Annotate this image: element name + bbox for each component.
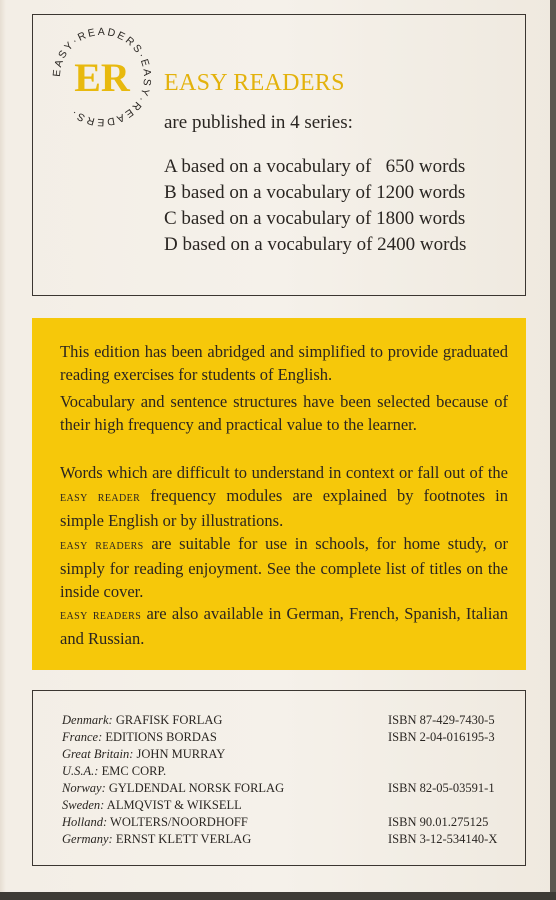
p3-text-end: frequency modules are explained by footnotes in simple English or by illustrations. bbox=[60, 486, 509, 530]
publisher-country: Norway: bbox=[62, 781, 106, 795]
publisher-name: ALMQVIST & WIKSELL bbox=[106, 798, 242, 812]
publisher-isbn: ISBN 3-12-534140-X bbox=[388, 832, 498, 846]
publisher-row bbox=[62, 814, 506, 831]
series-list bbox=[164, 154, 466, 258]
publisher-name: JOHN MURRAY bbox=[136, 747, 226, 761]
p5-text: are also available in German, French, Spanish, Italian and Russian. bbox=[60, 604, 508, 648]
logo-ring-text: EASY·READERS·EASY·READERS· bbox=[50, 25, 154, 129]
description-panel bbox=[32, 318, 526, 670]
description-paragraph-3 bbox=[60, 461, 508, 532]
publisher-isbn: ISBN 2-04-016195-3 bbox=[388, 730, 495, 744]
publisher-row bbox=[62, 712, 506, 729]
publisher-name: GRAFISK FORLAG bbox=[115, 713, 223, 727]
series-intro: are published in 4 series: bbox=[164, 112, 353, 133]
series-item: A based on a vocabulary of 650 words bbox=[164, 156, 466, 177]
publisher-country: Sweden: bbox=[62, 798, 105, 812]
publisher-row bbox=[62, 780, 506, 797]
description-paragraph-1: This edition has been abridged and simplified to provide graduated reading exercises for students of English. bbox=[60, 342, 508, 384]
p4-series-name: easy readers bbox=[60, 537, 144, 553]
publisher-country: Holland: bbox=[62, 815, 108, 829]
brand-title: EASY READERS bbox=[164, 70, 345, 96]
publisher-name: ERNST KLETT VERLAG bbox=[115, 832, 252, 846]
description-paragraph-5 bbox=[60, 602, 508, 650]
p3-text-start: Words which are difficult to understand in context or fall out of the bbox=[60, 463, 508, 482]
publisher-row bbox=[62, 729, 506, 746]
publisher-isbn: ISBN 87-429-7430-5 bbox=[388, 713, 495, 727]
publisher-country: France: bbox=[62, 730, 103, 744]
publisher-isbn: ISBN 82-05-03591-1 bbox=[388, 781, 495, 795]
series-item: D based on a vocabulary of 2400 words bbox=[164, 234, 467, 255]
series-item: C based on a vocabulary of 1800 words bbox=[164, 208, 466, 229]
publisher-row bbox=[62, 746, 506, 763]
description-paragraph-2: Vocabulary and sentence structures have been selected because of their high frequency and practical value to the learner. bbox=[60, 392, 508, 434]
publisher-row bbox=[62, 797, 506, 814]
p5-series-name: easy readers bbox=[60, 607, 142, 623]
publisher-row bbox=[62, 831, 506, 848]
publisher-country: Great Britain: bbox=[62, 747, 134, 761]
description-paragraph-4 bbox=[60, 532, 508, 603]
publisher-country: U.S.A.: bbox=[62, 764, 99, 778]
logo-monogram: ER bbox=[74, 54, 130, 100]
page-bottom-shadow bbox=[0, 892, 556, 900]
publisher-isbn: ISBN 90.01.275125 bbox=[388, 815, 489, 829]
publisher-name: WOLTERS/NOORDHOFF bbox=[110, 815, 248, 829]
publisher-country: Germany: bbox=[62, 832, 113, 846]
p4-text: are suitable for use in schools, for home study, or simply for reading enjoyment. See the complete list of titles on the inside cover. bbox=[60, 534, 509, 601]
publisher-name: EMC CORP. bbox=[101, 764, 167, 778]
publisher-name: EDITIONS BORDAS bbox=[105, 730, 217, 744]
series-item: B based on a vocabulary of 1200 words bbox=[164, 182, 466, 203]
p3-series-name: easy reader bbox=[60, 489, 141, 505]
publisher-name: GYLDENDAL NORSK FORLAG bbox=[108, 781, 285, 795]
publisher-row bbox=[62, 763, 506, 780]
publisher-country: Denmark: bbox=[62, 713, 113, 727]
page-edge-shadow bbox=[550, 0, 556, 900]
easy-readers-logo bbox=[50, 25, 154, 129]
